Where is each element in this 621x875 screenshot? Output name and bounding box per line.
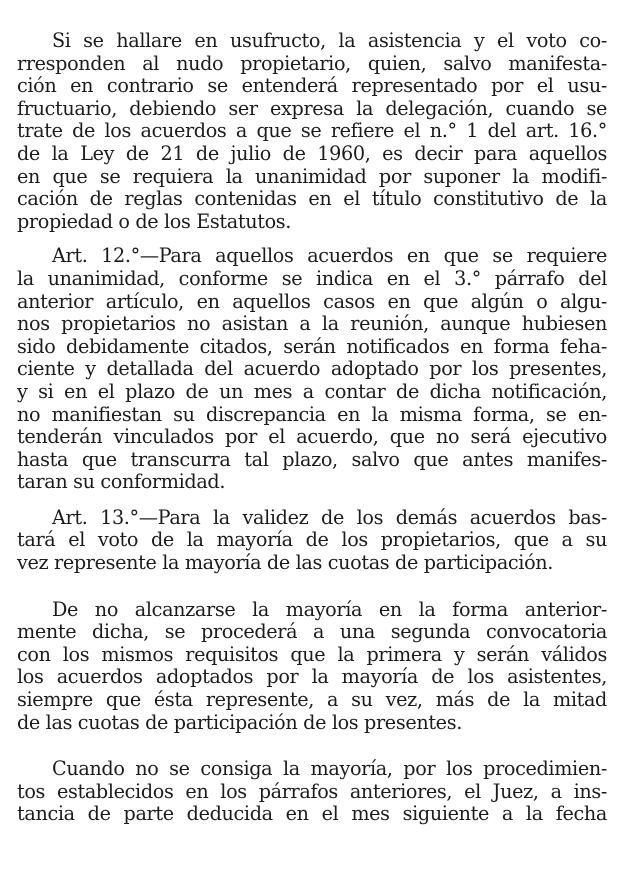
text-line: anterior artículo, en aquellos casos en que algún o algu- [17,289,607,313]
text-line: mente dicha, se procederá a una segunda convocatoria [17,620,607,644]
text-line: tará el voto de la mayoría de los propietarios, que a su [17,528,607,552]
text-line: siempre que ésta represente, a su vez, más de la mitad [17,688,607,712]
text-line: Cuando no se consiga la mayoría, por los procedimien- [52,757,607,781]
text-line: Si se hallare en usufructo, la asistencia y el voto co- [52,29,607,52]
article-heading-line: Art. 12.°—Para aquellos acuerdos en que se requiere [52,244,607,268]
text-line: nos propietarios no asistan a la reunión, aunque hubiesen [17,312,607,336]
text-line: taran su conformidad. [17,470,226,494]
text-line: de la Ley de 21 de julio de 1960, es decir para aquellos [17,141,607,165]
text-line: De no alcanzarse la mayoría en la forma anterior- [52,597,607,621]
paragraph-art-12 [17,245,607,494]
text-line: de las cuotas de participación de los presentes. [17,710,462,734]
text-line: los acuerdos adoptados por la mayoría de los asistentes, [17,665,607,689]
text-line: trate de los acuerdos a que se refiere el n.° 1 del art. 16.° [17,119,607,143]
text-line: ciente y detallada del acuerdo adoptado por los presentes, [17,357,607,381]
paragraph-segunda-convocatoria [17,599,607,735]
text-line: hasta que transcurra tal plazo, salvo que antes manifes- [17,447,607,471]
text-line: no manifiestan su discrepancia en la misma forma, se en- [17,402,607,426]
text-line: ción en contrario se entenderá representado por el usu- [17,74,607,98]
text-line: y si en el plazo de un mes a contar de dicha notificación, [17,379,607,403]
text-line: fructuario, debiendo ser expresa la delegación, cuando se [17,96,607,120]
paragraph-juez [17,758,607,826]
text-line: con los mismos requisitos que la primera y serán válidos [17,642,607,666]
paragraph-usufructo [17,30,607,233]
text-line: sido debidamente citados, serán notificados en forma feha- [17,334,607,358]
text-line: tancia de parte deducida en el mes siguiente a la fecha [17,802,607,826]
text-line: la unanimidad, conforme se indica en el 3.° párrafo del [17,266,607,290]
text-line: en que se requiera la unanimidad por suponer la modifi- [17,164,607,188]
document-page [17,30,607,826]
text-line: rresponden al nudo propietario, quien, salvo manifesta- [17,51,607,75]
text-line: cación de reglas contenidas en el título constitutivo de la [17,187,607,211]
paragraph-art-13 [17,507,607,575]
text-line: tenderán vinculados por el acuerdo, que no será ejecutivo [17,425,607,449]
text-line: vez represente la mayoría de las cuotas de participación. [17,551,554,575]
article-heading-line: Art. 13.°—Para la validez de los demás acuerdos bas- [52,505,607,529]
text-line: propiedad o de los Estatutos. [17,209,292,233]
text-line: tos establecidos en los párrafos anteriores, el Juez, a ins- [17,779,607,803]
